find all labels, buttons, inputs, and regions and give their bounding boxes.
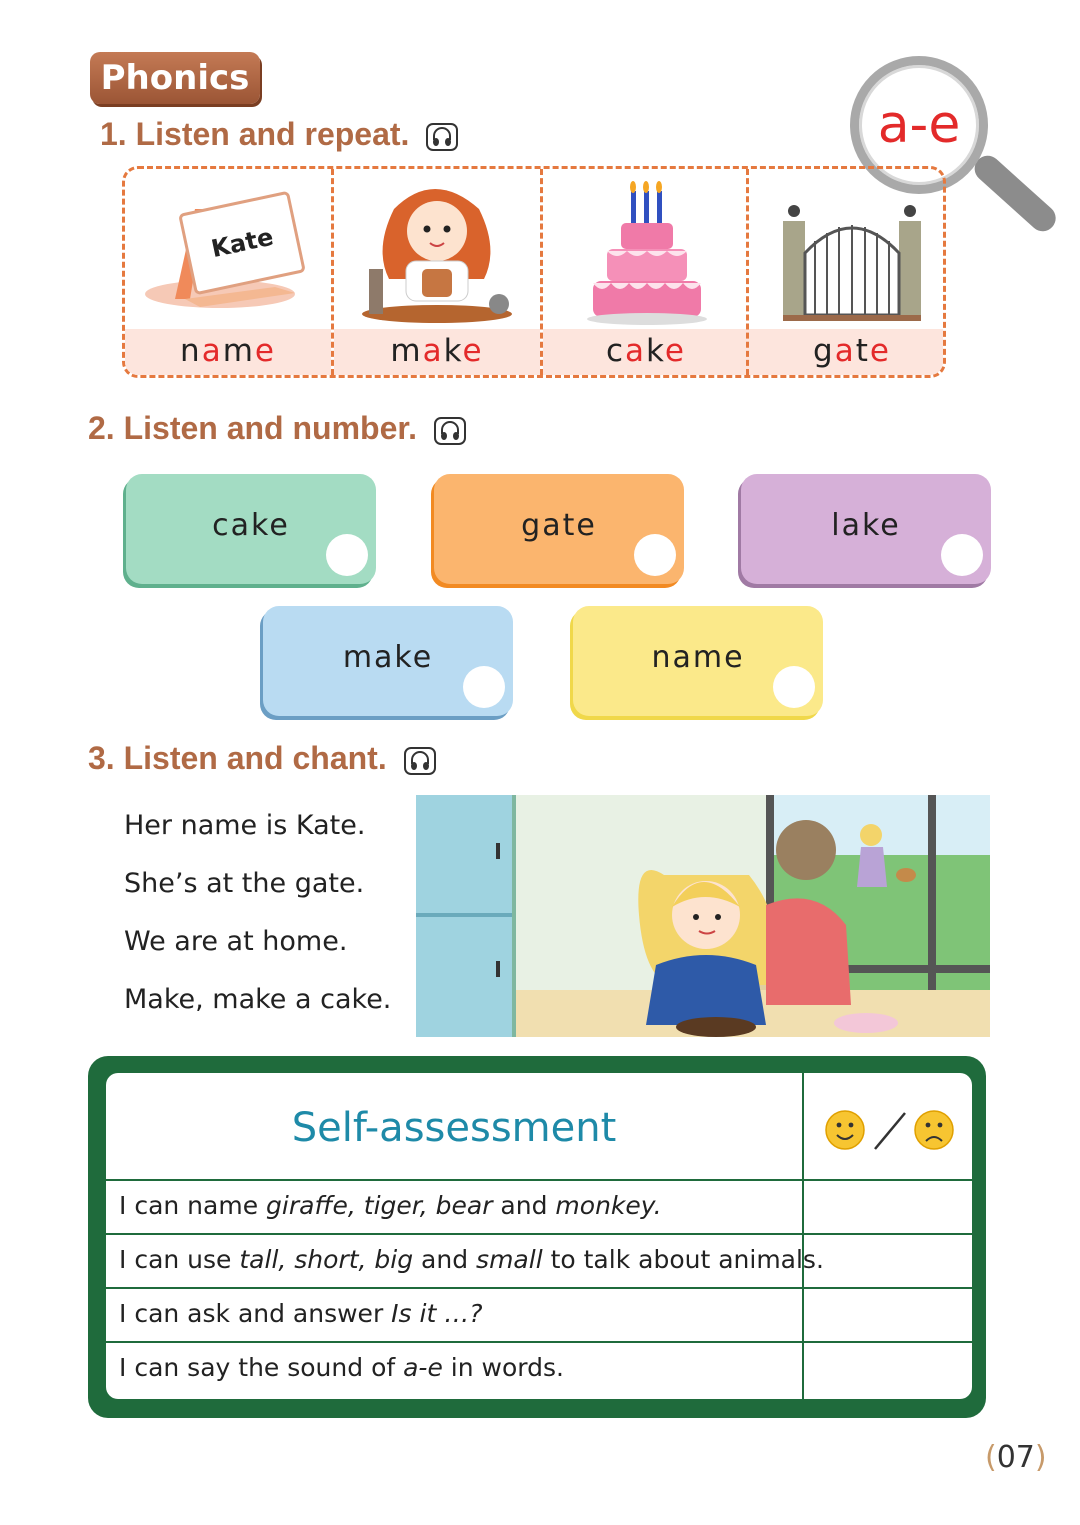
- exercise1-heading-text: 1. Listen and repeat.: [100, 116, 410, 152]
- rating-cell[interactable]: [804, 1235, 972, 1287]
- word-label: make: [334, 329, 540, 375]
- chant-line: She’s at the gate.: [124, 868, 365, 899]
- chant-illustration: [416, 795, 990, 1037]
- exercise3-heading: [88, 740, 436, 777]
- number-circle[interactable]: [634, 534, 676, 576]
- headphones-icon[interactable]: [404, 746, 436, 776]
- rating-cell[interactable]: [804, 1181, 972, 1233]
- chant-line: Her name is Kate.: [124, 810, 366, 841]
- word-card[interactable]: [749, 169, 946, 375]
- face-rating-header: [803, 1073, 972, 1179]
- assessment-row: [106, 1289, 802, 1341]
- smiley-face-icon: [826, 1111, 864, 1149]
- magnifier-handle: [969, 150, 1061, 236]
- card-word: lake: [831, 508, 901, 543]
- headphones-icon[interactable]: [426, 122, 458, 152]
- exercise1-heading: [100, 116, 458, 153]
- card-word: cake: [212, 508, 290, 543]
- word-frame: [122, 166, 946, 378]
- card-word: gate: [521, 508, 597, 543]
- focus-sound: a-e: [877, 95, 961, 155]
- row-text: in words.: [442, 1353, 564, 1382]
- word-card-gate[interactable]: [434, 474, 684, 584]
- row-text-italic: small: [476, 1245, 543, 1274]
- card-word: name: [651, 640, 745, 675]
- row-text-italic: giraffe, tiger, bear: [266, 1191, 493, 1220]
- rating-cell[interactable]: [804, 1343, 972, 1399]
- row-text: I can say the sound of: [119, 1353, 404, 1382]
- name-card-text: Kate: [208, 222, 276, 264]
- word-card-cake[interactable]: [126, 474, 376, 584]
- girl-making-picture: [334, 169, 540, 329]
- assessment-row: [106, 1181, 802, 1233]
- word-label: gate: [749, 329, 946, 375]
- row-text: I can ask and answer: [119, 1299, 392, 1328]
- assessment-row: [106, 1235, 824, 1287]
- row-text: to talk about animals.: [542, 1245, 824, 1274]
- self-assessment-title: Self-assessment: [291, 1105, 617, 1151]
- row-text: and: [492, 1191, 556, 1220]
- section-badge: Phonics: [90, 52, 260, 104]
- row-text-italic: a-e: [403, 1353, 443, 1382]
- word-card-lake[interactable]: [741, 474, 991, 584]
- chant-line: Make, make a cake.: [124, 984, 392, 1015]
- sad-face-icon: [915, 1111, 953, 1149]
- row-text: and: [413, 1245, 477, 1274]
- word-card[interactable]: [125, 169, 331, 375]
- number-circle[interactable]: [326, 534, 368, 576]
- row-text: I can use: [119, 1245, 240, 1274]
- word-card-make[interactable]: [263, 606, 513, 716]
- row-text: I can name: [119, 1191, 267, 1220]
- name-card-picture: [125, 169, 331, 329]
- exercise3-heading-text: 3. Listen and chant.: [88, 740, 387, 776]
- row-text-italic: Is it …?: [391, 1299, 483, 1328]
- exercise2-heading: [88, 410, 466, 447]
- assessment-row: [106, 1343, 802, 1395]
- word-card-name[interactable]: [573, 606, 823, 716]
- card-word: make: [342, 640, 434, 675]
- word-label: cake: [543, 329, 749, 375]
- row-text-italic: tall, short, big: [239, 1245, 414, 1274]
- row-text-italic: monkey.: [555, 1191, 662, 1220]
- rating-cell[interactable]: [804, 1289, 972, 1341]
- word-card[interactable]: [543, 169, 749, 375]
- self-assessment-table: [106, 1073, 972, 1399]
- number-circle[interactable]: [941, 534, 983, 576]
- exercise2-heading-text: 2. Listen and number.: [88, 410, 417, 446]
- word-label: name: [125, 329, 331, 375]
- cake-picture: [543, 169, 749, 329]
- gate-picture: [749, 169, 946, 329]
- chant-line: We are at home.: [124, 926, 348, 957]
- headphones-icon[interactable]: [434, 416, 466, 446]
- page-number: (07): [985, 1440, 1047, 1475]
- number-circle[interactable]: [463, 666, 505, 708]
- word-card[interactable]: [334, 169, 540, 375]
- number-circle[interactable]: [773, 666, 815, 708]
